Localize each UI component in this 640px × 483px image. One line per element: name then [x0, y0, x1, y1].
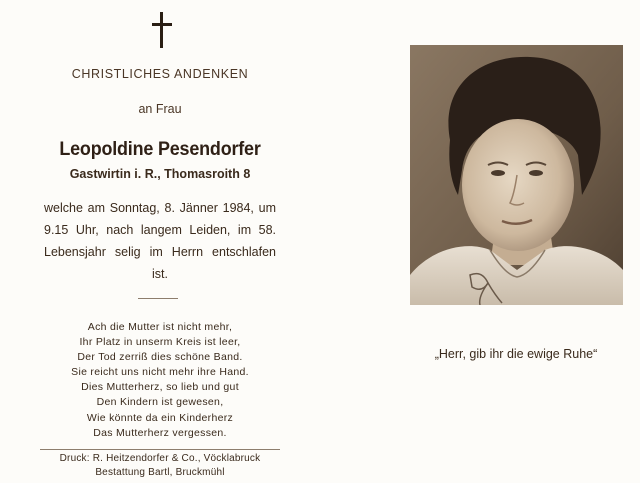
occupation-address: Gastwirtin i. R., Thomasroith 8	[69, 167, 251, 181]
heading: CHRISTLICHES ANDENKEN	[71, 67, 249, 81]
death-notice-line: welche am Sonntag, 8. Jänner 1984, um	[44, 201, 276, 215]
poem-line: Sie reicht uns nicht mehr ihre Hand.	[71, 366, 249, 379]
divider	[40, 449, 280, 450]
printer-line: Druck: R. Heitzendorfer & Co., Vöcklabruck	[59, 453, 261, 464]
death-notice	[44, 197, 276, 285]
deceased-name: Leopoldine Pesendorfer	[59, 138, 261, 160]
death-notice-line: ist.	[152, 267, 168, 281]
poem-line: Wie könnte da ein Kinderherz	[86, 411, 234, 424]
death-notice-line: Lebensjahr selig im Herrn entschlafen	[44, 245, 276, 259]
divider	[138, 298, 178, 299]
portrait-photo	[410, 45, 623, 305]
poem-line: Das Mutterherz vergessen.	[93, 426, 227, 439]
printer-imprint	[40, 452, 280, 479]
poem-line: Dies Mutterherz, so lieb und gut	[81, 381, 239, 394]
poem-line: Den Kindern ist gewesen,	[96, 396, 224, 409]
cross-icon	[152, 12, 172, 48]
portrait-image	[410, 45, 623, 305]
card-text-column	[40, 0, 280, 483]
photo-caption: „Herr, gib ihr die ewige Ruhe“	[434, 347, 598, 361]
printer-line: Bestattung Bartl, Bruckmühl	[95, 466, 225, 478]
poem	[40, 320, 280, 441]
salutation: an Frau	[138, 102, 182, 116]
poem-line: Ihr Platz in unserm Kreis ist leer,	[79, 336, 241, 349]
poem-line: Der Tod zerriß dies schöne Band.	[77, 351, 243, 364]
death-notice-line: 9.15 Uhr, nach langem Leiden, im 58.	[44, 223, 276, 237]
poem-line: Ach die Mutter ist nicht mehr,	[87, 321, 233, 333]
